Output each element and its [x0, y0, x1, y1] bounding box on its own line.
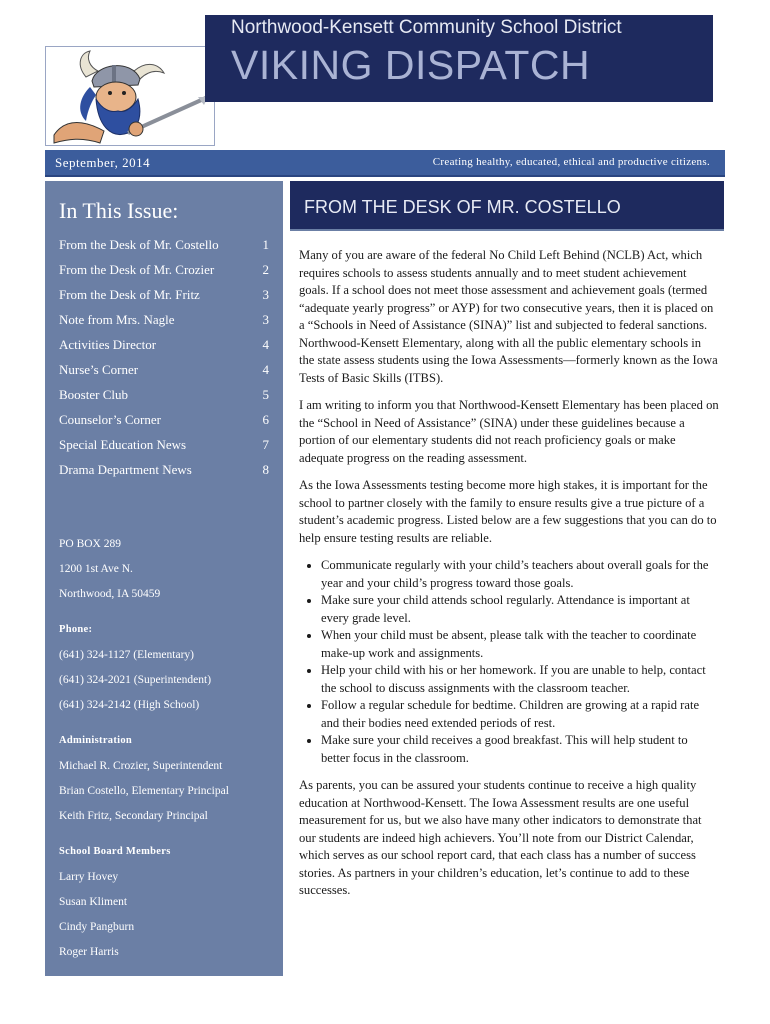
- suggestions-list: [299, 557, 719, 767]
- list-item: • Communicate regularly with your child’s teachers about overall goals for the year and your child’s progress toward those goals.: [321, 557, 719, 592]
- phone-number: (641) 324-2142 (High School): [59, 699, 200, 711]
- list-item: • Help your child with his or her homework. If you are unable to help, contact the school to discuss assignments with the classroom teacher.: [321, 662, 719, 697]
- toc-item-title: From the Desk of Mr. Costello: [59, 237, 219, 252]
- toc-item-page: 5: [262, 387, 269, 402]
- toc-heading: In This Issue:: [59, 198, 179, 223]
- administrator: Michael R. Crozier, Superintendent: [59, 760, 223, 772]
- district-motto: Creating healthy, educated, ethical and productive citizens.: [432, 156, 710, 168]
- toc-item-title: Booster Club: [59, 387, 128, 402]
- board-member: Larry Hovey: [59, 871, 119, 883]
- administrator: Keith Fritz, Secondary Principal: [59, 810, 208, 822]
- toc-item: [59, 387, 269, 412]
- toc-item-page: 3: [262, 312, 269, 327]
- toc-item: [59, 412, 269, 437]
- list-item: • Follow a regular schedule for bedtime. Children are growing at a rapid rate and their bodies need extended periods of rest.: [321, 697, 719, 732]
- toc-item: [59, 337, 269, 362]
- article-title: FROM THE DESK OF MR. COSTELLO: [304, 197, 621, 217]
- toc-item-title: Special Education News: [59, 437, 187, 452]
- administrator: Brian Costello, Elementary Principal: [59, 785, 229, 797]
- phone-number: (641) 324-1127 (Elementary): [59, 649, 194, 661]
- administration-heading: Administration: [59, 735, 133, 746]
- address-line: Northwood, IA 50459: [59, 588, 161, 600]
- toc-item-title: Activities Director: [59, 337, 157, 352]
- paragraph: As parents, you can be assured your students continue to receive a high quality education at Northwood-Kensett. The Iowa Assessment results are one useful measurement for us, but we also have many other indicators to demonstrate that our students are indeed high achievers. You’ll note from our District Calendar, which serves as our school report card, that each class has a number of success stories. As partners in your children’s education, let’s continue to add to these successes.: [299, 778, 702, 897]
- toc-item-page: 1: [262, 237, 269, 252]
- toc-item: [59, 312, 269, 337]
- toc-item: [59, 362, 269, 387]
- toc-item-page: 6: [262, 412, 269, 427]
- paragraph: Many of you are aware of the federal No Child Left Behind (NCLB) Act, which requires schools to assess students annually and to meet student achievement goals. If a school does not meet those assessment and achievement goals (termed “adequate yearly progress” or AYP) for two consecutive years, then it is placed on a “Schools in Need of Assistance (SINA)” list and subjected to federal sanctions. Northwood-Kensett Elementary, along with all the public elementary schools in the state assess students using the Iowa Assessments—formerly known as the Iowa Tests of Basic Skills (ITBS).: [299, 248, 718, 385]
- article-body: [299, 247, 719, 910]
- toc-item: [59, 237, 269, 262]
- issue-date: September, 2014: [55, 155, 151, 170]
- toc-item-title: Drama Department News: [59, 462, 192, 477]
- toc-item-page: 8: [262, 462, 269, 477]
- address-line: PO BOX 289: [59, 538, 121, 550]
- board-member: Roger Harris: [59, 946, 119, 958]
- toc-item-title: From the Desk of Mr. Crozier: [59, 262, 215, 277]
- table-of-contents: [59, 237, 269, 487]
- phone-number: (641) 324-2021 (Superintendent): [59, 674, 212, 686]
- toc-item-title: From the Desk of Mr. Fritz: [59, 287, 200, 302]
- phone-heading: Phone:: [59, 624, 93, 635]
- newsletter-title: VIKING DISPATCH: [231, 42, 591, 88]
- toc-item: [59, 262, 269, 287]
- paragraph: As the Iowa Assessments testing become more high stakes, it is important for the school to partner closely with the family to ensure results give a true picture of a student’s academic progress. Listed below are a few suggestions that you can do to help ensure testing results are reliable.: [299, 478, 717, 545]
- district-name: Northwood-Kensett Community School District: [231, 17, 622, 38]
- list-item: • Make sure your child attends school regularly. Attendance is important at every grade level.: [321, 592, 719, 627]
- toc-item-page: 2: [262, 262, 269, 277]
- article-header: [290, 181, 724, 231]
- list-item: • When your child must be absent, please talk with the teacher to coordinate make-up work and assignments.: [321, 627, 719, 662]
- toc-item-page: 3: [262, 287, 269, 302]
- toc-item-page: 4: [262, 362, 269, 377]
- toc-item-title: Counselor’s Corner: [59, 412, 161, 427]
- toc-item: [59, 437, 269, 462]
- board-member: Susan Kliment: [59, 896, 128, 908]
- dateline-bar: [45, 150, 725, 177]
- paragraph: I am writing to inform you that Northwood-Kensett Elementary has been placed on the “School in Need of Assistance” (SINA) under these guidelines because a portion of our elementary students did not reach proficiency goals or make adequate progress on the reading assessment.: [299, 398, 719, 465]
- district-contact-info: [59, 538, 274, 971]
- address-line: 1200 1st Ave N.: [59, 563, 133, 575]
- school-board-heading: School Board Members: [59, 846, 171, 857]
- toc-item-title: Nurse’s Corner: [59, 362, 139, 377]
- toc-item: [59, 287, 269, 312]
- sidebar: [45, 181, 283, 976]
- masthead: [205, 15, 713, 102]
- viking-mascot-icon: [46, 47, 216, 147]
- list-item: • Make sure your child receives a good breakfast. This will help student to better focus in the classroom.: [321, 732, 719, 767]
- toc-item-title: Note from Mrs. Nagle: [59, 312, 175, 327]
- viking-logo: [45, 46, 215, 146]
- toc-item-page: 7: [262, 437, 269, 452]
- toc-item: [59, 462, 269, 487]
- board-member: Cindy Pangburn: [59, 921, 135, 933]
- toc-item-page: 4: [262, 337, 269, 352]
